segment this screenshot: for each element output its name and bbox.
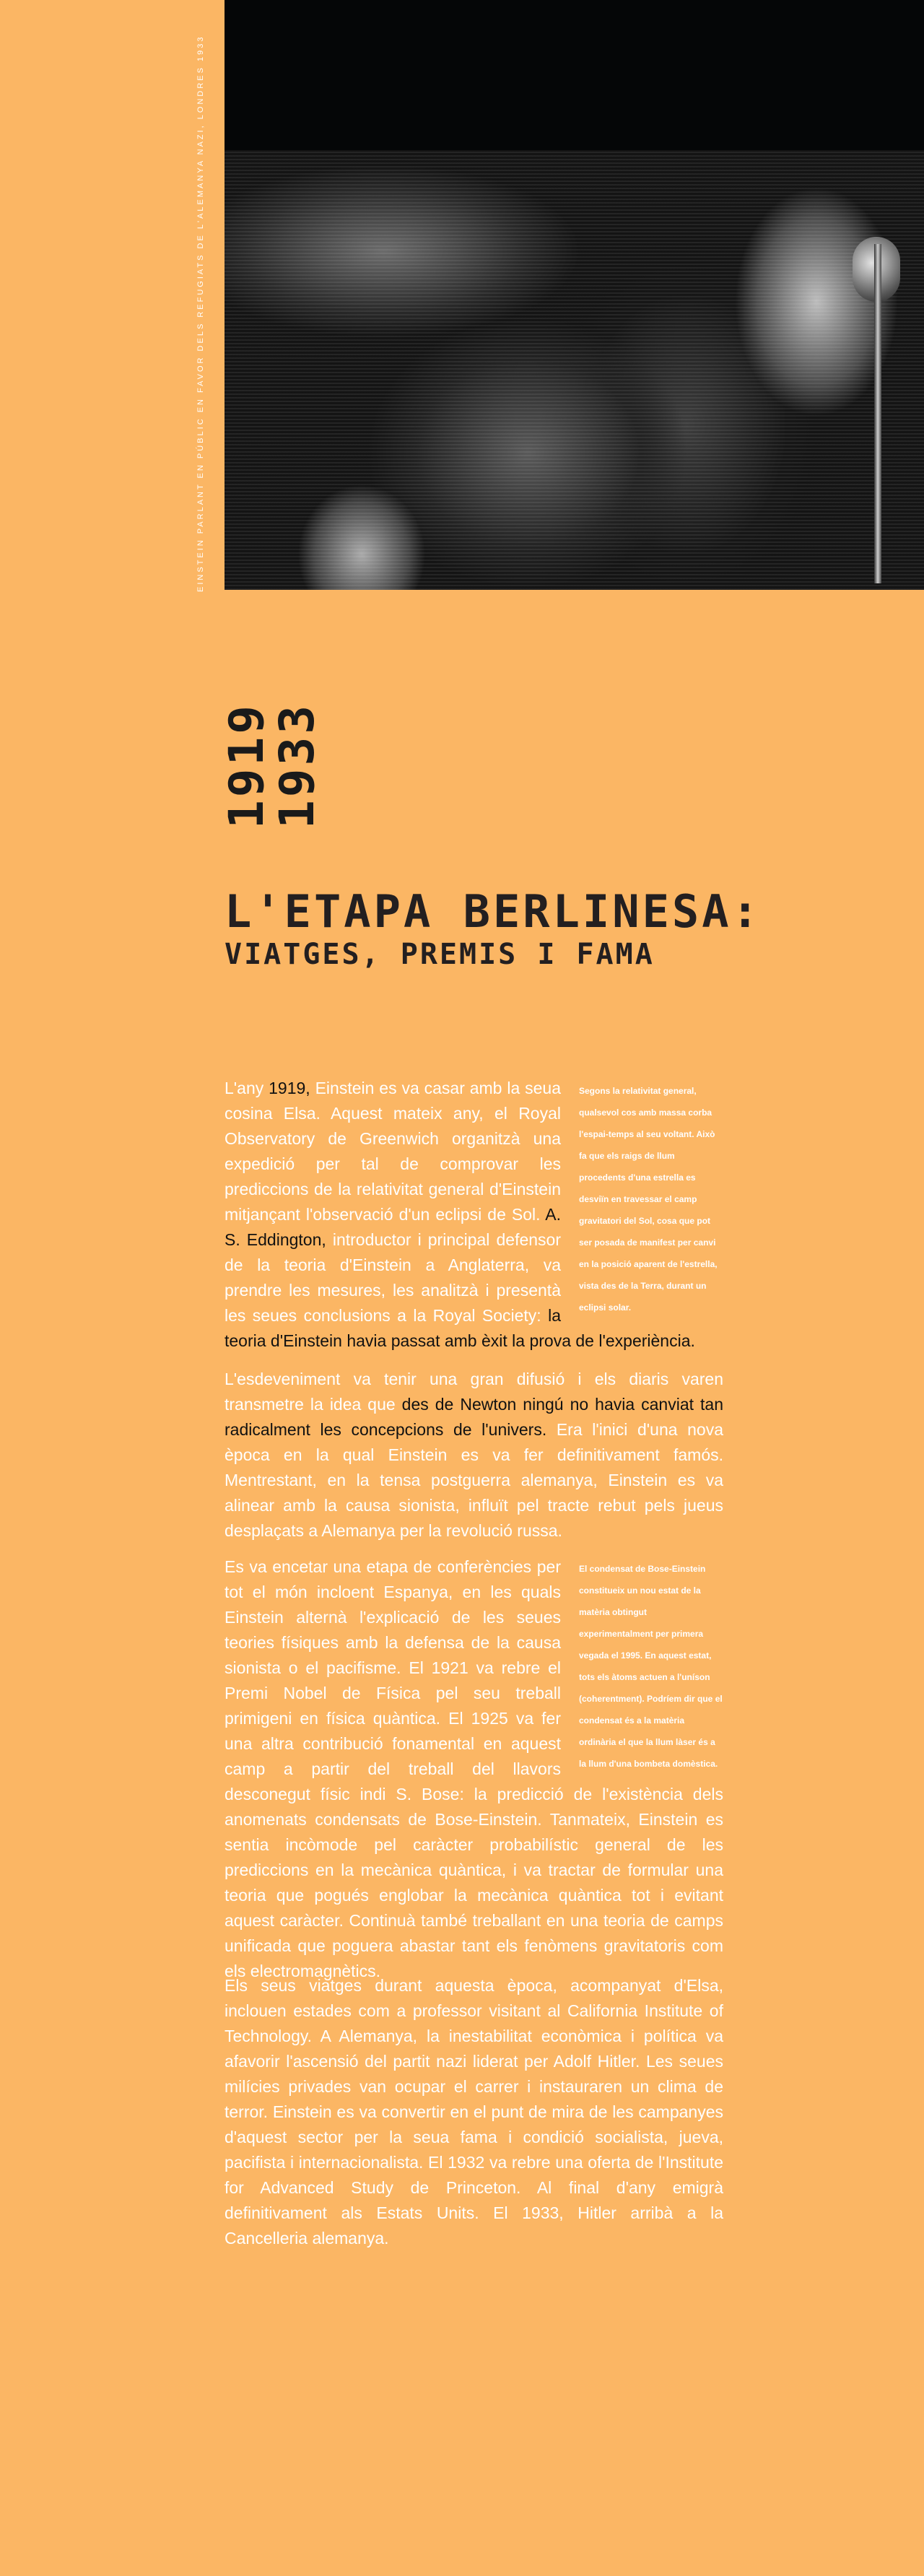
wrap-spacer xyxy=(561,1554,723,1774)
p1-year: 1919, xyxy=(269,1079,310,1097)
photo-caption: EINSTEIN PARLANT EN PÚBLIC EN FAVOR DELS REFUGIATS DE L'ALEMANYA NAZI, LONDRES 1933 xyxy=(196,35,205,592)
p1-conclusion: la teoria d'Einstein havia passat amb èxit la prova de l'experiència. xyxy=(225,1306,695,1350)
p2-c: Era l'inici d'una nova època en la qual Einstein es va fer definitivament famós. Mentrestant, en la tensa postguerra alemanya, Einstein es va alinear amb la causa sionista, influït pel tracte rebut pels jueus desplaçats a Alemanya per la revolució russa. xyxy=(225,1420,724,1540)
p2-a: L'esdeveniment va tenir una gran difusió i els diaris varen transmetre la idea que xyxy=(225,1370,723,1414)
p3-text: Es va encetar una etapa de conferències per tot el món incloent Espanya, en les quals Einstein alternà l'explicació de les seues teories físiques amb la defensa de la causa sionista o el pacifisme. El 1921 va rebre el Premi Nobel de Física pel seu treball primigeni en física quàntica. El 1925 va fer una altra contribució fonamental en aquest camp a partir del treball del llavors desconegut físic indi S. Bose: la predicció de l'existència dels anomenats condensats de Bose-Einstein. Tanmateix, Einstein es sentia incòmode pel caràcter probabilístic general de les prediccions en la mecànica quàntica, i va tractar de formular una teoria que pogués englobar la mecànica quàntica tot i evitant aquest caràcter. Continuà també treballant en una teoria de camps unificada que poguera abastar tant els fenòmens gravitatoris com els electromagnètics. xyxy=(225,1554,723,1984)
p1-c: Einstein es va casar amb la seua cosina Elsa. Aquest mateix any, el Royal Observatory de Greenwich organitzà una expedició per tal de comprovar les prediccions de la relativitat general d'Einstein mitjançant l'observació d'un eclipsi de Sol. xyxy=(225,1079,561,1224)
section-title xyxy=(225,887,762,972)
paragraph-4 xyxy=(225,1973,723,2251)
paragraph-3 xyxy=(225,1554,723,1984)
p1-eddington: A. S. Eddington, xyxy=(225,1205,561,1249)
year-range xyxy=(219,702,325,829)
year-end: 1933 xyxy=(269,702,325,829)
paragraph-1 xyxy=(225,1076,723,1354)
paragraph-2 xyxy=(225,1367,723,1544)
p1-a: L'any xyxy=(225,1079,269,1097)
aside-relativity: Segons la relativitat general, qualsevol cos amb massa corba l'espai-temps al seu voltant. Això fa que els raigs de llum procedents d'una estrella es desviïn en travessar el camp gravitatori del Sol, cosa que pot ser posada de manifest per canvi en la posició aparent de l'estrella, vista des de la Terra, durant un eclipsi solar. xyxy=(579,1086,718,1313)
photo-scanlines xyxy=(225,150,924,590)
p4-text: Els seus viatges durant aquesta època, acompanyat d'Elsa, inclouen estades com a professor visitant al California Institute of Technology. A Alemanya, la inestabilitat econòmica i política va afavorir l'ascensió del partit nazi liderat per Adolf Hitler. Les seues milícies privades van ocupar el carrer i instauraren un clima de terror. Einstein es va convertir en el punt de mira de les campanyes d'aquest sector per la seua fama i condició socialista, jueva, pacifista i internacionalista. El 1932 va rebre una oferta de l'Institute for Advanced Study de Princeton. Al final d'any emigrà definitivament als Estats Units. El 1933, Hitler arribà a la Cancelleria alemanya. xyxy=(225,1976,723,2248)
title-sub: VIATGES, PREMIS I FAMA xyxy=(225,938,655,971)
wrap-spacer xyxy=(561,1076,723,1317)
p1-e: introductor i principal defensor de la teoria d'Einstein a Anglaterra, va prendre les mesures, les analitzà i presentà les seues conclusions a la Royal Society: xyxy=(225,1230,561,1325)
title-main: L'ETAPA BERLINESA: xyxy=(225,885,762,938)
year-start: 1919 xyxy=(219,702,274,829)
p2-newton: des de Newton ningú no havia canviat tan radicalment les concepcions de l'univers. xyxy=(225,1395,723,1439)
photo-einstein-speaking xyxy=(225,0,924,590)
aside-condensate: El condensat de Bose-Einstein constitueix un nou estat de la matèria obtingut experimentalment per primera vegada el 1995. En aquest estat, tots els àtoms actuen a l'uníson (coherentment). Podríem dir que el condensat és a la matèria ordinària el que la llum làser és a la llum d'una bombeta domèstica. xyxy=(579,1564,723,1769)
microphone-stand xyxy=(874,244,881,583)
